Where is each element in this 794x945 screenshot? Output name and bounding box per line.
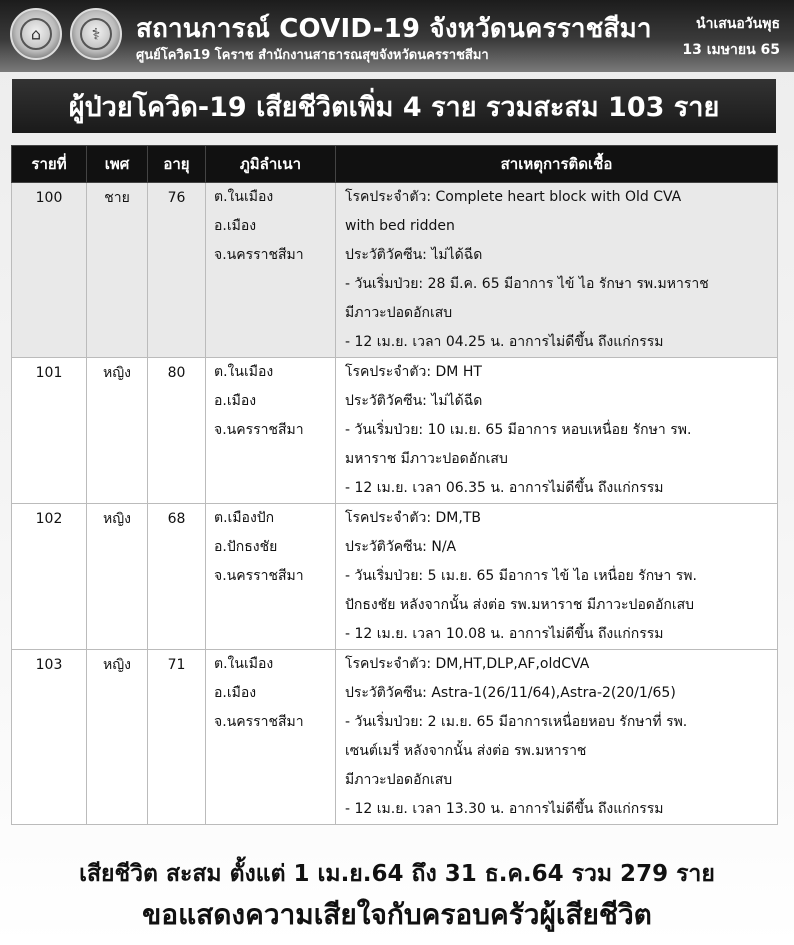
case-hometown <box>206 183 336 358</box>
col-header-sex: เพศ <box>87 146 148 183</box>
case-hometown <box>206 358 336 504</box>
cause-line: โรคประจำตัว: DM,TB <box>345 510 481 526</box>
hometown-subdistrict: ต.ในเมือง <box>214 189 274 205</box>
provincial-seal-logo <box>10 8 62 60</box>
case-number: 101 <box>12 358 87 504</box>
cases-table <box>11 145 778 825</box>
hometown-province: จ.นครราชสีมา <box>214 568 304 584</box>
case-cause <box>336 183 778 358</box>
cause-line: โรคประจำตัว: DM,HT,DLP,AF,oldCVA <box>345 656 590 672</box>
hometown-province: จ.นครราชสีมา <box>214 247 304 263</box>
cause-line: ประวัติวัคซีน: ไม่ได้ฉีด <box>345 393 483 409</box>
table-row <box>12 358 778 504</box>
table-row <box>12 504 778 650</box>
col-header-number: รายที่ <box>12 146 87 183</box>
table-header-row <box>12 146 778 183</box>
headline-banner: ผู้ป่วยโควิด-19 เสียชีวิตเพิ่ม 4 ราย รวมสะสม 103 ราย <box>12 79 776 133</box>
cause-line: ประวัติวัคซีน: N/A <box>345 539 457 555</box>
case-age: 80 <box>148 358 206 504</box>
cause-line: - วันเริ่มป่วย: 5 เม.ย. 65 มีอาการ ไข้ ไอ เหนื่อย รักษา รพ. <box>345 568 697 584</box>
hometown-district: อ.เมือง <box>214 218 257 234</box>
case-number: 100 <box>12 183 87 358</box>
cumulative-deaths-note: เสียชีวิต สะสม ตั้งแต่ 1 เม.ย.64 ถึง 31 ธ.ค.64 รวม 279 ราย <box>79 861 715 887</box>
cause-line: with bed ridden <box>345 218 455 234</box>
cause-line: โรคประจำตัว: Complete heart block with Old CVA <box>345 189 682 205</box>
cause-line: มีภาวะปอดอักเสบ <box>345 305 453 321</box>
case-number: 102 <box>12 504 87 650</box>
case-cause <box>336 358 778 504</box>
hometown-subdistrict: ต.เมืองปัก <box>214 510 275 526</box>
col-header-hometown: ภูมิลำเนา <box>206 146 336 183</box>
case-age: 68 <box>148 504 206 650</box>
cause-line: - วันเริ่มป่วย: 28 มี.ค. 65 มีอาการ ไข้ ไอ รักษา รพ.มหาราช <box>345 276 709 292</box>
col-header-cause: สาเหตุการติดเชื้อ <box>336 146 778 183</box>
case-cause <box>336 650 778 825</box>
condolence-message: ขอแสดงความเสียใจกับครอบครัวผู้เสียชีวิต <box>142 898 652 931</box>
case-age: 71 <box>148 650 206 825</box>
cause-line: - วันเริ่มป่วย: 10 เม.ย. 65 มีอาการ หอบเหนื่อย รักษา รพ. <box>345 422 692 438</box>
case-age: 76 <box>148 183 206 358</box>
case-sex: หญิง <box>87 358 148 504</box>
caduceus-icon: ⚕ <box>91 24 101 44</box>
cause-line: มีภาวะปอดอักเสบ <box>345 772 453 788</box>
hometown-province: จ.นครราชสีมา <box>214 714 304 730</box>
case-sex: หญิง <box>87 504 148 650</box>
hometown-subdistrict: ต.ในเมือง <box>214 656 274 672</box>
cause-line: - 12 เม.ย. เวลา 06.35 น. อาการไม่ดีขึ้น ถึงแก่กรรม <box>345 480 664 496</box>
hometown-district: อ.เมือง <box>214 685 257 701</box>
present-label: นำเสนอวันพุธ <box>696 16 780 32</box>
hometown-district: อ.เมือง <box>214 393 257 409</box>
hometown-district: อ.ปักธงชัย <box>214 539 278 555</box>
case-sex: หญิง <box>87 650 148 825</box>
page-title: สถานการณ์ COVID-19 จังหวัดนครราชสีมา <box>136 14 652 44</box>
table-row <box>12 183 778 358</box>
cause-line: เซนต์เมรี่ หลังจากนั้น ส่งต่อ รพ.มหาราช <box>345 743 587 759</box>
case-sex: ชาย <box>87 183 148 358</box>
cause-line: ประวัติวัคซีน: Astra-1(26/11/64),Astra-2(20/1/65) <box>345 685 676 701</box>
case-number: 103 <box>12 650 87 825</box>
header-bar <box>0 0 794 72</box>
report-date: 13 เมษายน 65 <box>682 42 780 58</box>
building-icon: ⌂ <box>30 24 42 44</box>
case-hometown <box>206 650 336 825</box>
case-hometown <box>206 504 336 650</box>
cause-line: ปักธงชัย หลังจากนั้น ส่งต่อ รพ.มหาราช มีภาวะปอดอักเสบ <box>345 597 695 613</box>
cause-line: - 12 เม.ย. เวลา 04.25 น. อาการไม่ดีขึ้น ถึงแก่กรรม <box>345 334 664 350</box>
cause-line: - 12 เม.ย. เวลา 13.30 น. อาการไม่ดีขึ้น ถึงแก่กรรม <box>345 801 664 817</box>
table-row <box>12 650 778 825</box>
hometown-province: จ.นครราชสีมา <box>214 422 304 438</box>
cause-line: มหาราช มีภาวะปอดอักเสบ <box>345 451 508 467</box>
col-header-age: อายุ <box>148 146 206 183</box>
cause-line: โรคประจำตัว: DM HT <box>345 364 482 380</box>
cause-line: ประวัติวัคซีน: ไม่ได้ฉีด <box>345 247 483 263</box>
case-cause <box>336 504 778 650</box>
cause-line: - 12 เม.ย. เวลา 10.08 น. อาการไม่ดีขึ้น ถึงแก่กรรม <box>345 626 664 642</box>
cause-line: - วันเริ่มป่วย: 2 เม.ย. 65 มีอาการเหนื่อยหอบ รักษาที่ รพ. <box>345 714 688 730</box>
hometown-subdistrict: ต.ในเมือง <box>214 364 274 380</box>
page-subtitle: ศูนย์โควิด19 โคราช สำนักงานสาธารณสุขจังหวัดนครราชสีมา <box>136 48 489 63</box>
health-ministry-logo <box>70 8 122 60</box>
